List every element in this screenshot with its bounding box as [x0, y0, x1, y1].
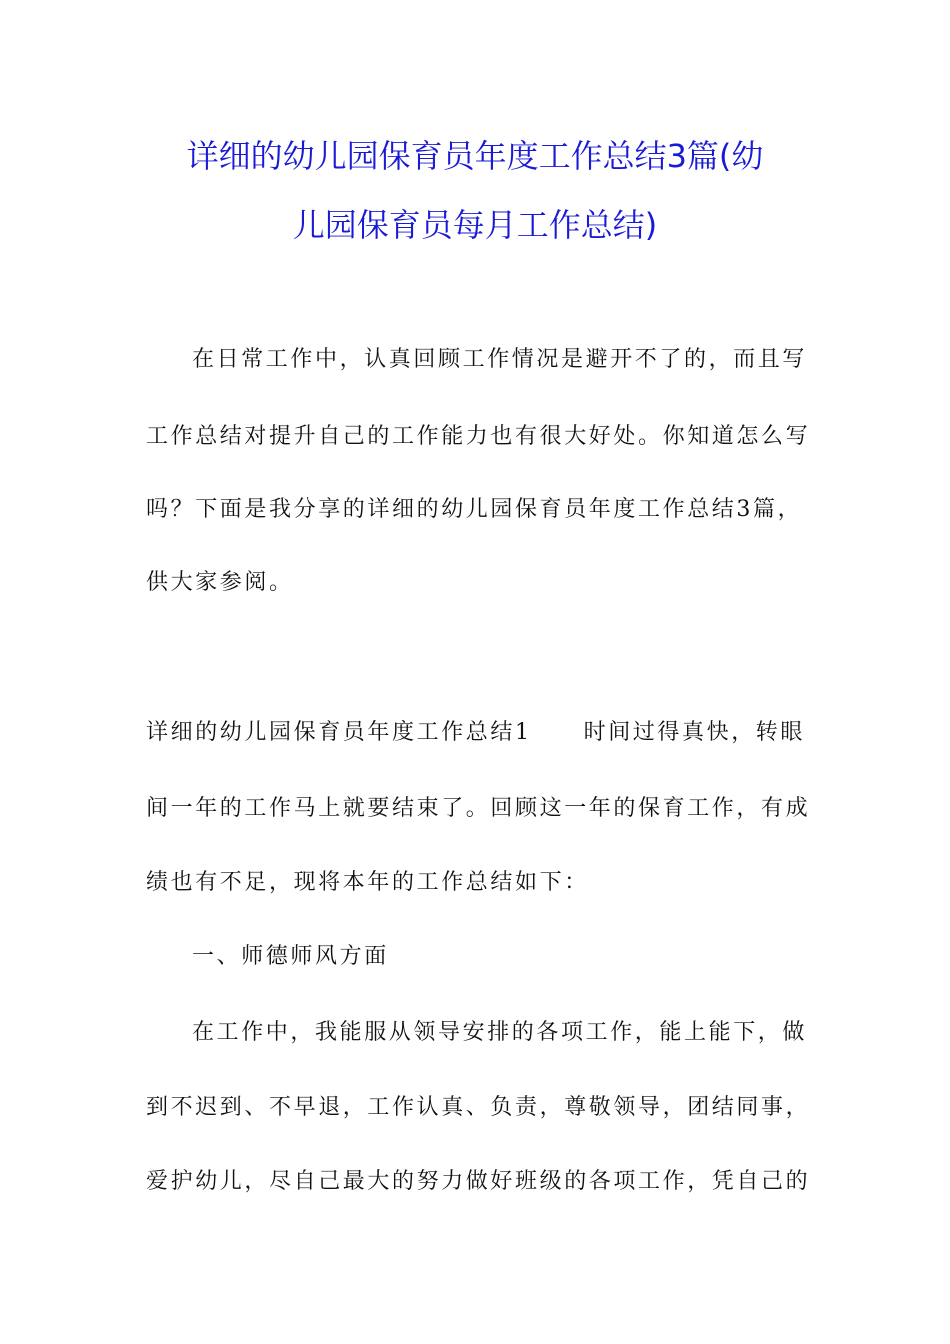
section1-para-line-2: 到不迟到、不早退，工作认真、负责，尊敬领导，团结同事，: [146, 1095, 811, 1120]
intro-line-3: 吗？下面是我分享的详细的幼儿园保育员年度工作总结3篇，: [146, 497, 803, 522]
section1-heading: 详细的幼儿园保育员年度工作总结1: [146, 720, 532, 745]
section1-first-line-text: 时间过得真快，转眼: [583, 720, 806, 745]
section1-subheading: 一、师德师风方面: [192, 944, 389, 969]
section1-para-line-1: 在工作中，我能服从领导安排的各项工作，能上能下，做: [192, 1020, 808, 1045]
section1-first-line: [146, 718, 806, 748]
section1-line-2: 间一年的工作马上就要结束了。回顾这一年的保育工作，有成: [146, 796, 811, 821]
section1-line-3: 绩也有不足，现将本年的工作总结如下：: [146, 870, 589, 895]
document-title-line-1: 详细的幼儿园保育员年度工作总结3篇(幼: [186, 137, 764, 175]
intro-line-4: 供大家参阅。: [146, 570, 294, 595]
intro-line-1: 在日常工作中，认真回顾工作情况是避开不了的，而且写: [192, 347, 808, 372]
document-title-line-2: 儿园保育员每月工作总结): [292, 206, 658, 244]
intro-line-2: 工作总结对提升自己的工作能力也有很大好处。你知道怎么写: [146, 424, 811, 449]
section1-para-line-3: 爱护幼儿，尽自己最大的努力做好班级的各项工作，凭自己的: [146, 1169, 811, 1194]
